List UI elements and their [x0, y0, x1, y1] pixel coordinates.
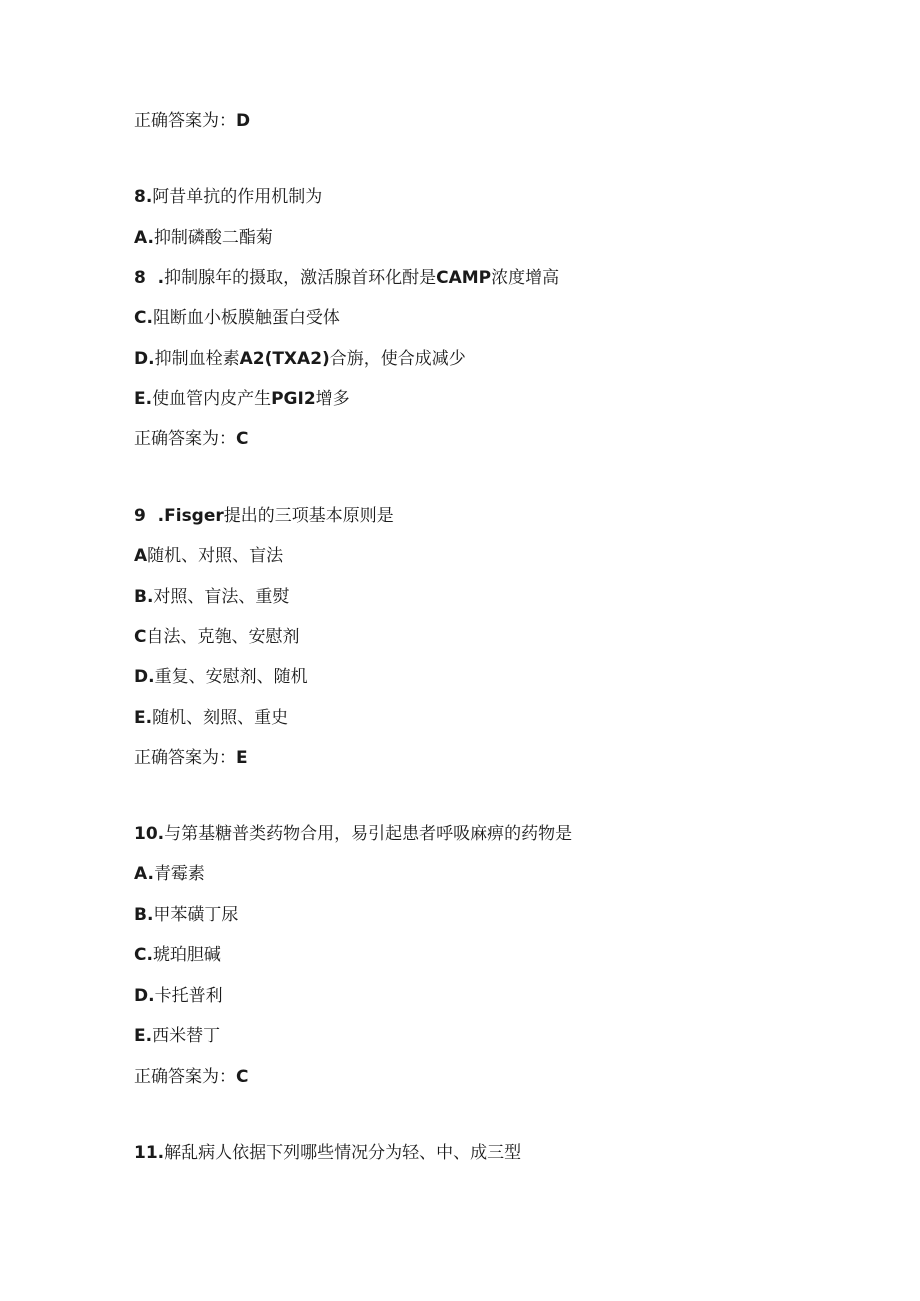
question-9-option-d — [134, 665, 308, 689]
option-text: 抑制磷酸二酯菊 — [153, 228, 273, 248]
option-letter: C. — [134, 945, 153, 965]
option-text: 抑制腺年的摄取，激活腺首环化酎是 — [164, 268, 437, 288]
option-text: 随机、刻照、重史 — [152, 708, 289, 728]
question-10-stem — [134, 822, 572, 846]
option-letter: E. — [134, 389, 153, 409]
question-8-stem — [134, 185, 322, 209]
option-letter: A. — [134, 864, 154, 884]
option-letter: D. — [134, 349, 155, 369]
question-number: 8. — [134, 187, 153, 207]
answer-value: D — [236, 111, 251, 131]
option-letter: D. — [134, 667, 155, 687]
question-10-option-c — [134, 943, 221, 967]
answer-value: C — [236, 429, 249, 449]
option-text: 自法、克匏、安慰剂 — [146, 627, 300, 647]
question-number: 10. — [134, 824, 165, 844]
answer-label: 正确答案为： — [134, 748, 236, 768]
answer-value: E — [236, 748, 248, 768]
option-bold-term: A2(TXA2) — [239, 349, 330, 369]
option-tail: 浓度增高 — [491, 268, 560, 288]
option-text: 甲苯磺丁尿 — [153, 905, 239, 925]
answer-label: 正确答案为： — [134, 1067, 236, 1087]
question-bold-term: Fisger — [164, 506, 224, 526]
option-text: 对照、盲法、重熨 — [153, 587, 290, 607]
question-10-option-e — [134, 1024, 220, 1048]
option-letter: 8 . — [134, 268, 165, 288]
option-text: 琥珀胆碱 — [152, 945, 221, 965]
option-letter: E. — [134, 708, 153, 728]
question-10-option-a — [134, 862, 205, 886]
prev-answer-line — [134, 109, 250, 133]
question-text: 提出的三项基本原则是 — [223, 506, 394, 526]
option-letter: C — [134, 627, 147, 647]
question-11-stem — [134, 1141, 521, 1165]
question-10-option-b — [134, 903, 238, 927]
option-text: 抑制血栓素 — [154, 349, 240, 369]
option-text: 随机、对照、盲法 — [147, 546, 284, 566]
option-letter: E. — [134, 1026, 153, 1046]
answer-label: 正确答案为： — [134, 111, 236, 131]
question-8-option-a — [134, 226, 273, 250]
question-8-option-b — [134, 266, 559, 290]
option-text: 使血管内皮产生 — [152, 389, 272, 409]
question-9-option-b — [134, 585, 289, 609]
answer-label: 正确答案为： — [134, 429, 236, 449]
question-8-option-d — [134, 347, 466, 371]
question-number: 11. — [134, 1143, 165, 1163]
question-9-option-c — [134, 625, 299, 649]
question-9-stem — [134, 504, 394, 528]
option-bold-term: PGI2 — [271, 389, 316, 409]
question-text: 阿昔单抗的作用机制为 — [152, 187, 323, 207]
option-text: 卡托普利 — [154, 986, 223, 1006]
question-9-option-a — [134, 544, 283, 568]
option-letter: A — [134, 546, 148, 566]
option-text: 西米替丁 — [152, 1026, 221, 1046]
question-number: 9 . — [134, 506, 165, 526]
question-text: 解乱病人依据下列哪些情况分为轻、中、成三型 — [164, 1143, 522, 1163]
answer-value: C — [236, 1067, 249, 1087]
option-text: 重复、安慰剂、随机 — [154, 667, 308, 687]
option-tail: 增多 — [315, 389, 350, 409]
option-tail: 合旃，使合成减少 — [329, 349, 466, 369]
option-letter: A. — [134, 228, 154, 248]
question-8-option-e — [134, 387, 350, 411]
option-bold-term: CAMP — [436, 268, 492, 288]
question-10-answer — [134, 1065, 248, 1089]
question-9-option-e — [134, 706, 288, 730]
option-letter: D. — [134, 986, 155, 1006]
question-text: 与第基糖普类药物合用，易引起患者呼吸麻痹的药物是 — [164, 824, 573, 844]
option-letter: B. — [134, 905, 154, 925]
question-8-option-c — [134, 306, 340, 330]
option-text: 阻断血小板膜触蛋白受体 — [152, 308, 340, 328]
option-letter: C. — [134, 308, 153, 328]
question-8-answer — [134, 427, 248, 451]
option-text: 青霉素 — [153, 864, 205, 884]
question-9-answer — [134, 746, 248, 770]
question-10-option-d — [134, 984, 223, 1008]
option-letter: B. — [134, 587, 154, 607]
